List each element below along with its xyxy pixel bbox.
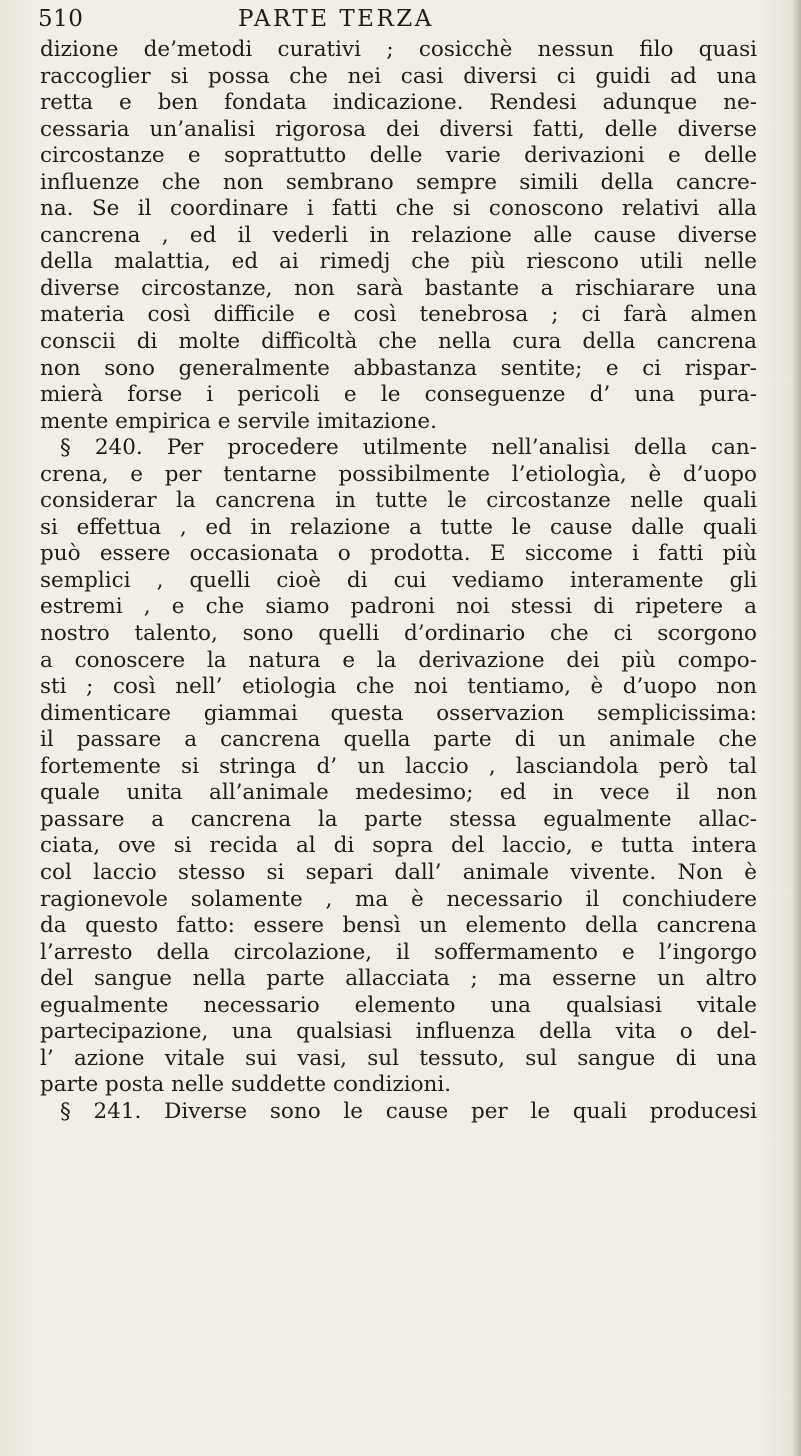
text-line: quale unita all’animale medesimo; ed in vece il non: [40, 780, 757, 806]
page-number: 510: [38, 6, 84, 32]
text-line: cancrena , ed il vederli in relazione alle cause diverse: [40, 222, 757, 248]
text-line: egualmente necessario elemento una qualsiasi vitale: [40, 992, 757, 1018]
text-line: crena, e per tentarne possibilmente l’etiologìa, è d’uopo: [40, 461, 757, 487]
text-line: materia così difficile e così tenebrosa ; ci farà almen: [40, 302, 757, 328]
text-line: parte posta nelle suddette condizioni.: [40, 1072, 452, 1098]
text-line: mente empirica e servile imitazione.: [40, 408, 437, 434]
text-line: col laccio stesso si separi dall’ animale vivente. Non è: [40, 859, 757, 885]
section-241-start: § 241. Diverse sono le cause per le quali producesi: [60, 1098, 757, 1124]
text-line: si effettua , ed in relazione a tutte le cause dalle quali: [40, 514, 757, 540]
text-line: fortemente si stringa d’ un laccio , lasciandola però tal: [40, 753, 757, 779]
text-line: da questo fatto: essere bensì un elemento della cancrena: [40, 913, 757, 939]
text-line: dizione de’metodi curativi ; cosicchè nessun filo quasi: [40, 37, 757, 62]
page-header: [38, 6, 758, 36]
text-line: l’arresto della circolazione, il soffermamento e l’ingorgo: [40, 939, 757, 965]
body-text: [40, 37, 757, 1125]
text-line: della malattia, ed ai rimedj che più riescono utili nelle: [40, 249, 757, 275]
text-line: a conoscere la natura e la derivazione dei più compo-: [40, 647, 757, 673]
text-line: diverse circostanze, non sarà bastante a rischiarare una: [40, 275, 757, 301]
running-title: PARTE TERZA: [238, 6, 434, 32]
text-line: considerar la cancrena in tutte le circostanze nelle quali: [40, 488, 757, 514]
page-edge-shadow: [791, 0, 801, 1456]
text-line: cessaria un’analisi rigorosa dei diversi fatti, delle diverse: [40, 116, 757, 142]
text-line: passare a cancrena la parte stessa egualmente allac-: [40, 806, 757, 832]
text-line: na. Se il coordinare i fatti che si conoscono relativi alla: [40, 196, 757, 222]
text-line: estremi , e che siamo padroni noi stessi di ripetere a: [40, 594, 757, 620]
text-line: non sono generalmente abbastanza sentite; e ci rispar-: [40, 355, 757, 381]
text-line: mierà forse i pericoli e le conseguenze d’ una pura-: [40, 382, 757, 408]
text-line: conscii di molte difficoltà che nella cura della cancrena: [40, 329, 757, 355]
text-line: può essere occasionata o prodotta. E siccome i fatti più: [40, 541, 757, 567]
text-line: ciata, ove si recida al di sopra del laccio, e tutta intera: [40, 833, 757, 859]
text-line: l’ azione vitale sui vasi, sul tessuto, sul sangue di una: [40, 1045, 757, 1071]
text-line: nostro talento, sono quelli d’ordinario che ci scorgono: [40, 621, 757, 647]
text-line: partecipazione, una qualsiasi influenza della vita o del-: [40, 1019, 757, 1045]
text-line: raccoglier si possa che nei casi diversi ci guidi ad una: [40, 63, 757, 89]
text-line: semplici , quelli cioè di cui vediamo interamente gli: [40, 567, 757, 593]
text-line: il passare a cancrena quella parte di un animale che: [40, 727, 757, 753]
text-line: dimenticare giammai questa osservazion semplicissima:: [40, 700, 757, 726]
text-line: circostanze e soprattutto delle varie derivazioni e delle: [40, 143, 757, 169]
text-line: sti ; così nell’ etiologia che noi tentiamo, è d’uopo non: [40, 674, 757, 700]
section-240-start: § 240. Per procedere utilmente nell’analisi della can-: [60, 435, 757, 461]
text-line: influenze che non sembrano sempre simili della cancre-: [40, 169, 757, 195]
text-line: del sangue nella parte allacciata ; ma esserne un altro: [40, 966, 757, 992]
text-line: ragionevole solamente , ma è necessario il conchiudere: [40, 886, 757, 912]
text-line: retta e ben fondata indicazione. Rendesi adunque ne-: [40, 90, 757, 116]
